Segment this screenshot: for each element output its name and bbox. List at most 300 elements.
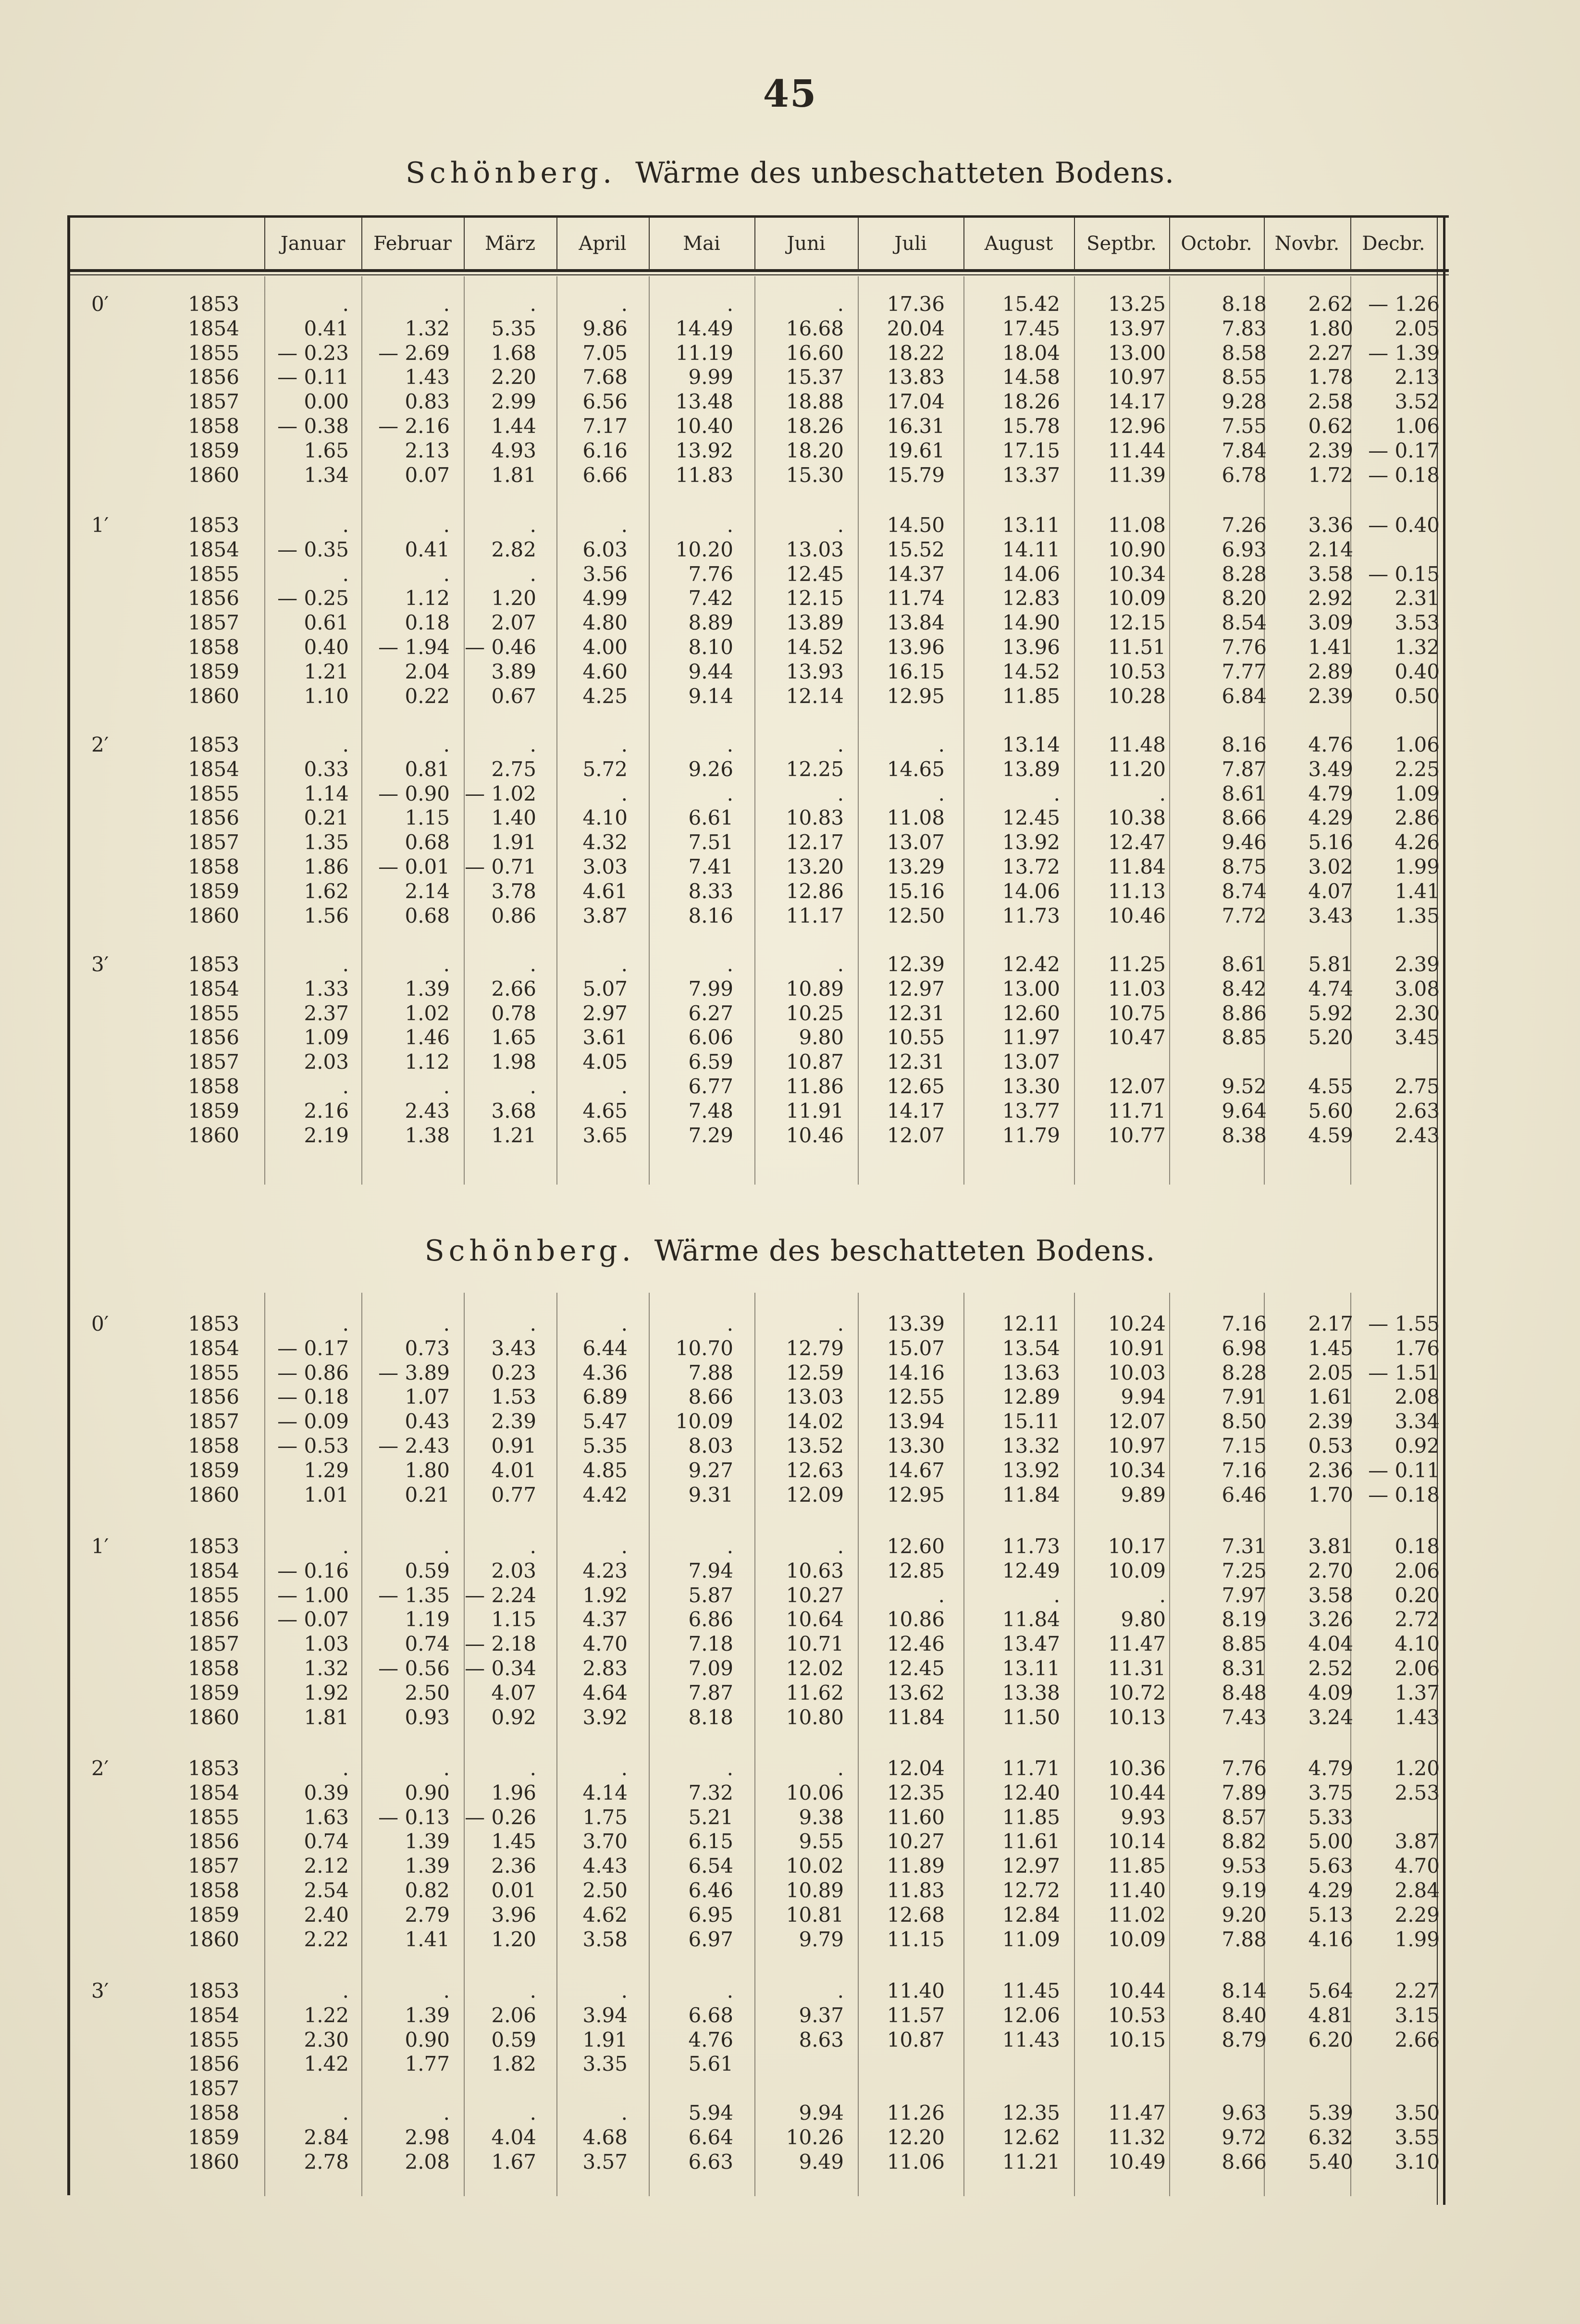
value-cell: — 0.90 <box>378 782 450 805</box>
year-cell: 1856 <box>188 806 239 829</box>
value-cell: 4.60 <box>582 660 628 683</box>
value-cell: 0.33 <box>304 757 349 781</box>
value-cell: 12.85 <box>887 1559 945 1582</box>
value-cell: 9.89 <box>1121 1483 1166 1507</box>
value-cell: 13.63 <box>1002 1361 1060 1385</box>
value-cell: 9.26 <box>688 757 733 781</box>
value-cell: 7.55 <box>1222 414 1267 438</box>
table-row <box>70 660 1440 684</box>
value-cell: . <box>342 513 349 537</box>
value-cell: 2.14 <box>405 879 450 903</box>
year-cell: 1854 <box>188 1336 239 1360</box>
value-cell: 11.91 <box>786 1099 844 1123</box>
value-cell: . <box>342 2101 349 2125</box>
value-cell: 13.32 <box>1002 1434 1060 1458</box>
year-cell: 1860 <box>188 1928 239 1951</box>
value-cell: 7.51 <box>688 830 733 854</box>
value-cell: 3.81 <box>1308 1534 1353 1558</box>
value-cell: 8.19 <box>1222 1607 1267 1631</box>
value-cell: . <box>530 562 536 586</box>
value-cell: 2.75 <box>1395 1075 1440 1098</box>
value-cell: 11.85 <box>1002 1805 1060 1829</box>
value-cell: 18.26 <box>1002 390 1060 413</box>
value-cell: 10.06 <box>786 1781 844 1805</box>
value-cell: 4.07 <box>1308 879 1353 903</box>
value-cell: 1.21 <box>491 1124 536 1147</box>
value-cell: 12.72 <box>1002 1879 1060 1902</box>
value-cell: 2.39 <box>1308 439 1353 462</box>
value-cell: 1.35 <box>304 830 349 854</box>
value-cell: 1.65 <box>491 1026 536 1049</box>
value-cell: 2.82 <box>491 538 536 561</box>
value-cell: 4.23 <box>582 1559 628 1582</box>
value-cell: 9.46 <box>1222 830 1267 854</box>
value-cell: 1.99 <box>1395 1928 1440 1951</box>
year-cell: 1859 <box>188 1099 239 1123</box>
value-cell: 0.59 <box>491 2028 536 2052</box>
year-cell: 1854 <box>188 317 239 340</box>
value-cell: 11.73 <box>1002 904 1060 927</box>
value-cell: 14.52 <box>1002 660 1060 683</box>
value-cell: 8.40 <box>1222 2003 1267 2027</box>
value-cell: 0.68 <box>405 830 450 854</box>
value-cell: 12.83 <box>1002 586 1060 610</box>
value-cell: 0.41 <box>304 317 349 340</box>
value-cell: 1.41 <box>1395 879 1440 903</box>
value-cell: 1.20 <box>1395 1756 1440 1780</box>
value-cell: 3.52 <box>1395 390 1440 413</box>
value-cell: 1.41 <box>1308 635 1353 659</box>
value-cell: 10.71 <box>786 1632 844 1656</box>
table-row <box>70 1336 1440 1360</box>
value-cell: 12.31 <box>887 1050 945 1074</box>
value-cell: 12.47 <box>1108 830 1166 854</box>
value-cell: . <box>530 1979 536 2003</box>
table-row <box>70 1124 1440 1148</box>
value-cell: . <box>938 733 945 756</box>
depth-label: 3′ <box>91 952 109 976</box>
table-row <box>70 611 1440 635</box>
value-cell: 2.37 <box>304 1001 349 1025</box>
value-cell: 2.29 <box>1395 1903 1440 1927</box>
value-cell: 0.77 <box>491 1483 536 1507</box>
value-cell: 4.10 <box>582 806 628 829</box>
value-cell: 10.89 <box>786 977 844 1001</box>
value-cell: . <box>342 1075 349 1098</box>
year-cell: 1853 <box>188 513 239 537</box>
value-cell: 10.14 <box>1108 1830 1166 1853</box>
value-cell: 12.68 <box>887 1903 945 1927</box>
value-cell: 9.94 <box>799 2101 844 2125</box>
value-cell: — 0.34 <box>465 1656 536 1680</box>
year-cell: 1857 <box>188 390 239 413</box>
value-cell: . <box>727 1534 733 1558</box>
column-rule <box>361 217 362 270</box>
value-cell: 13.00 <box>1002 977 1060 1001</box>
value-cell: 7.72 <box>1222 904 1267 927</box>
value-cell: 6.15 <box>688 1830 733 1853</box>
value-cell: . <box>727 952 733 976</box>
table-row <box>70 1559 1440 1583</box>
value-cell: 3.15 <box>1395 2003 1440 2027</box>
value-cell: 10.63 <box>786 1559 844 1582</box>
value-cell: 2.58 <box>1308 390 1353 413</box>
value-cell: 2.06 <box>1395 1559 1440 1582</box>
value-cell: 10.90 <box>1108 538 1166 561</box>
table-row <box>70 2101 1440 2125</box>
column-rule <box>464 217 465 270</box>
value-cell: — 0.07 <box>277 1607 349 1631</box>
value-cell: 11.86 <box>786 1075 844 1098</box>
value-cell: 8.16 <box>688 904 733 927</box>
value-cell: 2.40 <box>304 1903 349 1927</box>
value-cell: — 0.38 <box>277 414 349 438</box>
table-row <box>70 1656 1440 1681</box>
value-cell: 4.80 <box>582 611 628 634</box>
value-cell: 14.50 <box>887 513 945 537</box>
value-cell: 1.72 <box>1308 463 1353 487</box>
value-cell: 10.86 <box>887 1607 945 1631</box>
table-row <box>70 1928 1440 1952</box>
column-header: Januar <box>280 233 346 255</box>
value-cell: 3.70 <box>582 1830 628 1853</box>
value-cell: . <box>443 1756 450 1780</box>
value-cell: 9.31 <box>688 1483 733 1507</box>
value-cell: 7.17 <box>582 414 628 438</box>
value-cell: 8.20 <box>1222 586 1267 610</box>
value-cell: . <box>938 1583 945 1607</box>
section-title-unshaded <box>0 156 1580 190</box>
value-cell: — 0.09 <box>277 1409 349 1433</box>
table-row <box>70 684 1440 708</box>
value-cell: — 1.26 <box>1368 292 1440 316</box>
value-cell: 10.24 <box>1108 1312 1166 1335</box>
value-cell: 11.02 <box>1108 1903 1166 1927</box>
value-cell: 3.61 <box>582 1026 628 1049</box>
value-cell: 10.97 <box>1108 365 1166 389</box>
year-cell: 1860 <box>188 904 239 927</box>
value-cell: 4.25 <box>582 684 628 708</box>
value-cell: 1.39 <box>405 977 450 1001</box>
value-cell: 4.05 <box>582 1050 628 1074</box>
value-cell: 4.74 <box>1308 977 1353 1001</box>
value-cell: 12.06 <box>1002 2003 1060 2027</box>
value-cell: 10.44 <box>1108 1781 1166 1805</box>
column-rule <box>963 217 964 270</box>
year-cell: 1853 <box>188 952 239 976</box>
value-cell: 10.09 <box>675 1409 733 1433</box>
value-cell: 12.59 <box>786 1361 844 1385</box>
year-cell: 1855 <box>188 1583 239 1607</box>
value-cell: 10.34 <box>1108 1459 1166 1482</box>
value-cell: 1.33 <box>304 977 349 1001</box>
value-cell: 13.96 <box>1002 635 1060 659</box>
value-cell: 9.52 <box>1222 1075 1267 1098</box>
value-cell: 10.49 <box>1108 2150 1166 2174</box>
value-cell: 4.59 <box>1308 1124 1353 1147</box>
depth-label: 3′ <box>91 1979 109 2003</box>
value-cell: 1.63 <box>304 1805 349 1829</box>
value-cell: 8.66 <box>1222 2150 1267 2174</box>
table-row <box>70 562 1440 586</box>
year-cell: 1854 <box>188 977 239 1001</box>
value-cell: 11.21 <box>1002 2150 1060 2174</box>
table-row <box>70 586 1440 610</box>
column-header: Februar <box>373 233 452 255</box>
value-cell: 5.94 <box>688 2101 733 2125</box>
value-cell: 1.19 <box>405 1607 450 1631</box>
value-cell: 10.64 <box>786 1607 844 1631</box>
value-cell: 4.43 <box>582 1854 628 1878</box>
value-cell: 4.93 <box>491 439 536 462</box>
value-cell: 11.47 <box>1108 2101 1166 2125</box>
value-cell: 0.41 <box>405 538 450 561</box>
value-cell: . <box>727 733 733 756</box>
value-cell: 0.91 <box>491 1434 536 1458</box>
value-cell: 7.87 <box>688 1681 733 1705</box>
value-cell: 10.15 <box>1108 2028 1166 2052</box>
value-cell: — 2.24 <box>465 1583 536 1607</box>
value-cell: 3.75 <box>1308 1781 1353 1805</box>
value-cell: 1.15 <box>405 806 450 829</box>
value-cell: 8.03 <box>688 1434 733 1458</box>
value-cell: 0.22 <box>405 684 450 708</box>
value-cell: 1.32 <box>1395 635 1440 659</box>
value-cell: 6.95 <box>688 1903 733 1927</box>
value-cell: 11.85 <box>1108 1854 1166 1878</box>
value-cell: 11.48 <box>1108 733 1166 756</box>
value-cell: 1.39 <box>405 2003 450 2027</box>
value-cell: . <box>1159 1583 1166 1607</box>
value-cell: 10.38 <box>1108 806 1166 829</box>
value-cell: 2.06 <box>1395 1656 1440 1680</box>
value-cell: 8.75 <box>1222 855 1267 878</box>
year-cell: 1860 <box>188 463 239 487</box>
value-cell: 11.83 <box>887 1879 945 1902</box>
value-cell: 1.46 <box>405 1026 450 1049</box>
value-cell: — 0.15 <box>1368 562 1440 586</box>
value-cell: 7.42 <box>688 586 733 610</box>
value-cell: 5.39 <box>1308 2101 1353 2125</box>
value-cell: 4.16 <box>1308 1928 1353 1951</box>
value-cell: — 0.53 <box>277 1434 349 1458</box>
value-cell: 7.76 <box>688 562 733 586</box>
value-cell: 11.15 <box>887 1928 945 1951</box>
value-cell: 8.82 <box>1222 1830 1267 1853</box>
value-cell: 15.79 <box>887 463 945 487</box>
value-cell: 2.16 <box>304 1099 349 1123</box>
value-cell: . <box>530 733 536 756</box>
value-cell: 8.38 <box>1222 1124 1267 1147</box>
value-cell: — 0.23 <box>277 341 349 365</box>
value-cell: 2.03 <box>491 1559 536 1582</box>
value-cell: 8.63 <box>799 2028 844 2052</box>
value-cell: . <box>530 2101 536 2125</box>
value-cell: 4.07 <box>491 1681 536 1705</box>
value-cell: 7.25 <box>1222 1559 1267 1582</box>
value-cell: 9.19 <box>1222 1879 1267 1902</box>
value-cell: 3.36 <box>1308 513 1353 537</box>
value-cell: 2.70 <box>1308 1559 1353 1582</box>
value-cell: 5.72 <box>582 757 628 781</box>
value-cell: 7.09 <box>688 1656 733 1680</box>
value-cell: 1.22 <box>304 2003 349 2027</box>
value-cell: 3.02 <box>1308 855 1353 878</box>
page-number: 45 <box>763 72 817 116</box>
value-cell: 2.12 <box>304 1854 349 1878</box>
section-place: Schönberg. <box>405 156 617 190</box>
value-cell: 2.86 <box>1395 806 1440 829</box>
value-cell: . <box>621 1312 628 1335</box>
value-cell: 8.86 <box>1222 1001 1267 1025</box>
value-cell: 7.31 <box>1222 1534 1267 1558</box>
value-cell: 2.78 <box>304 2150 349 2174</box>
value-cell: 12.63 <box>786 1459 844 1482</box>
value-cell: 1.06 <box>1395 733 1440 756</box>
table-row <box>70 904 1440 928</box>
value-cell: 9.94 <box>1121 1385 1166 1409</box>
value-cell: 6.63 <box>688 2150 733 2174</box>
table-row <box>70 1434 1440 1458</box>
value-cell: 9.27 <box>688 1459 733 1482</box>
value-cell: — 0.13 <box>378 1805 450 1829</box>
value-cell: 1.92 <box>304 1681 349 1705</box>
value-cell: 1.81 <box>491 463 536 487</box>
value-cell: 6.27 <box>688 1001 733 1025</box>
value-cell: . <box>727 1756 733 1780</box>
value-cell: 18.22 <box>887 341 945 365</box>
value-cell: 11.84 <box>1002 1607 1060 1631</box>
value-cell: . <box>837 952 844 976</box>
value-cell: 5.13 <box>1308 1903 1353 1927</box>
value-cell: 2.52 <box>1308 1656 1353 1680</box>
value-cell: 1.80 <box>1308 317 1353 340</box>
value-cell: 11.40 <box>887 1979 945 2003</box>
value-cell: — 0.46 <box>465 635 536 659</box>
value-cell: . <box>342 1979 349 2003</box>
table-row <box>70 1781 1440 1805</box>
value-cell: 9.55 <box>799 1830 844 1853</box>
year-cell: 1858 <box>188 2101 239 2125</box>
value-cell: 0.23 <box>491 1361 536 1385</box>
value-cell: 8.31 <box>1222 1656 1267 1680</box>
value-cell: 3.89 <box>491 660 536 683</box>
value-cell: 2.22 <box>304 1928 349 1951</box>
value-cell: 2.17 <box>1308 1312 1353 1335</box>
value-cell: 13.00 <box>1108 341 1166 365</box>
column-header: August <box>984 233 1053 255</box>
value-cell: 2.53 <box>1395 1781 1440 1805</box>
value-cell: 3.24 <box>1308 1706 1353 1729</box>
value-cell: 1.32 <box>405 317 450 340</box>
year-cell: 1856 <box>188 1830 239 1853</box>
value-cell: 6.66 <box>582 463 628 487</box>
value-cell: 6.46 <box>1222 1483 1267 1507</box>
value-cell: 10.72 <box>1108 1681 1166 1705</box>
value-cell: 3.53 <box>1395 611 1440 634</box>
value-cell: 13.92 <box>1002 1459 1060 1482</box>
value-cell: 3.43 <box>491 1336 536 1360</box>
value-cell: 14.06 <box>1002 562 1060 586</box>
value-cell: 14.67 <box>887 1459 945 1482</box>
value-cell: 13.11 <box>1002 513 1060 537</box>
value-cell: 4.68 <box>582 2126 628 2149</box>
value-cell: 13.77 <box>1002 1099 1060 1123</box>
value-cell: 10.89 <box>786 1879 844 1902</box>
value-cell: 11.60 <box>887 1805 945 1829</box>
value-cell: 11.13 <box>1108 879 1166 903</box>
value-cell: 2.43 <box>405 1099 450 1123</box>
value-cell: 9.63 <box>1222 2101 1267 2125</box>
value-cell: . <box>837 1979 844 2003</box>
value-cell: 10.25 <box>786 1001 844 1025</box>
value-cell: 12.49 <box>1002 1559 1060 1582</box>
value-cell: 1.96 <box>491 1781 536 1805</box>
value-cell: 11.25 <box>1108 952 1166 976</box>
year-cell: 1856 <box>188 1026 239 1049</box>
value-cell: 8.79 <box>1222 2028 1267 2052</box>
depth-label: 1′ <box>91 1534 109 1558</box>
value-cell: 3.92 <box>582 1706 628 1729</box>
value-cell: 5.61 <box>688 2052 733 2076</box>
value-cell: 1.91 <box>491 830 536 854</box>
value-cell: 1.99 <box>1395 855 1440 878</box>
value-cell: 13.62 <box>887 1681 945 1705</box>
value-cell: 5.33 <box>1308 1805 1353 1829</box>
value-cell: 3.50 <box>1395 2101 1440 2125</box>
table-row <box>70 1075 1440 1099</box>
year-cell: 1859 <box>188 1459 239 1482</box>
value-cell: 17.04 <box>887 390 945 413</box>
column-header: Octobr. <box>1181 233 1252 255</box>
depth-label: 2′ <box>91 733 109 756</box>
value-cell: 12.55 <box>887 1385 945 1409</box>
year-cell: 1857 <box>188 2077 239 2100</box>
value-cell: 1.43 <box>1395 1706 1440 1729</box>
section-heading: Wärme des beschatteten Bodens. <box>654 1234 1156 1268</box>
value-cell: 2.27 <box>1308 341 1353 365</box>
value-cell: 11.17 <box>786 904 844 927</box>
value-cell: 2.07 <box>491 611 536 634</box>
value-cell: 11.97 <box>1002 1026 1060 1049</box>
value-cell: 0.73 <box>405 1336 450 1360</box>
value-cell: 0.83 <box>405 390 450 413</box>
column-header: Mai <box>683 233 720 255</box>
value-cell: — 1.51 <box>1368 1361 1440 1385</box>
value-cell: 3.49 <box>1308 757 1353 781</box>
value-cell: 6.46 <box>688 1879 733 1902</box>
value-cell: 2.66 <box>1395 2028 1440 2052</box>
value-cell: 12.86 <box>786 879 844 903</box>
value-cell: 6.20 <box>1308 2028 1353 2052</box>
value-cell: 7.88 <box>688 1361 733 1385</box>
value-cell: 14.65 <box>887 757 945 781</box>
value-cell: 10.26 <box>786 2126 844 2149</box>
value-cell: 3.55 <box>1395 2126 1440 2149</box>
value-cell: 1.38 <box>405 1124 450 1147</box>
value-cell: 4.65 <box>582 1099 628 1123</box>
value-cell: 3.08 <box>1395 977 1440 1001</box>
value-cell: 2.05 <box>1395 317 1440 340</box>
year-cell: 1855 <box>188 782 239 805</box>
value-cell: 1.80 <box>405 1459 450 1482</box>
column-rule <box>1169 217 1170 270</box>
year-cell: 1855 <box>188 1805 239 1829</box>
value-cell: 7.68 <box>582 365 628 389</box>
value-cell: 3.09 <box>1308 611 1353 634</box>
year-cell: 1858 <box>188 414 239 438</box>
value-cell: 1.42 <box>304 2052 349 2076</box>
